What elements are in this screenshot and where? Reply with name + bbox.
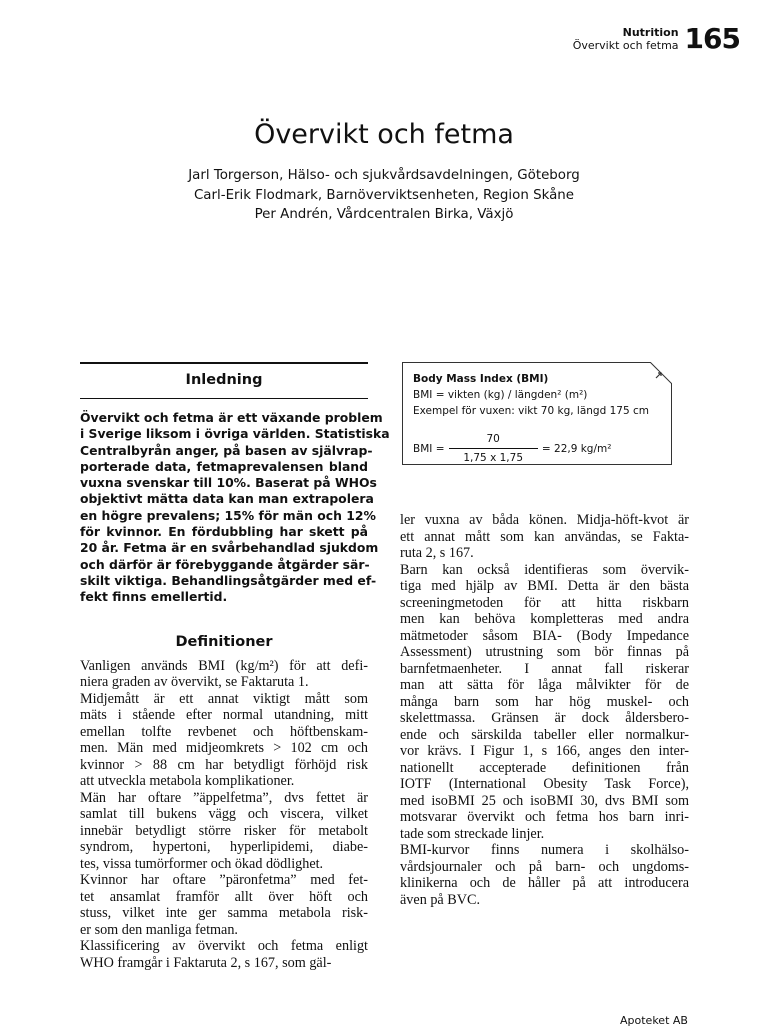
text-line: BMI-kurvor finns numera i skolhälso- [400,842,689,858]
bmi-label: BMI = [413,443,445,455]
text-line: innebär betydligt större risker för metabolt [80,822,368,839]
text-line: nationellt accepterade definitionen från [400,759,689,776]
text-line: tade som streckade linjer. [400,825,545,842]
publisher-footer: Apoteket AB [620,1014,688,1027]
text-line: objektivt mätta data kan man extrapolera [80,491,374,507]
text-line: Centralbyrån anger, på basen av självrap- [80,442,373,458]
right-column-text [400,512,689,908]
text-line: ler vuxna av båda könen. Midja-höft-kvot är [400,512,689,528]
text-line: Assessment) utrustning som bör finnas på [400,644,689,660]
text-line: syndrom, hypertoni, hyperlipidemi, diabe- [80,839,368,856]
text-line: klinikerna och de håller på att introducera [400,875,689,891]
fraction-denominator: 1,75 x 1,75 [463,452,524,464]
text-line: skelettmassa. Gränsen är dock åldersbero- [400,710,689,726]
text-line: porterade data, fetmaprevalensen bland [80,458,368,474]
text-line: fekt finns emellertid. [80,589,228,605]
text-line: i Sverige liksom i övriga världen. Statistiska [80,426,390,442]
text-line: IOTF (International Obesity Task Force), [400,776,689,792]
text-line: att utveckla metabola komplikationer. [80,773,295,790]
text-line: Midjemått är ett annat viktigt mått som [80,690,368,707]
bmi-calculation [413,433,611,465]
text-line: Övervikt och fetma är ett växande problem [80,410,383,425]
text-line: vor krävs. I Figur 1, s 166, anges den inter- [400,743,689,759]
intro-heading: Inledning [80,362,368,399]
text-line: vårdsjournaler och på barn- och ungdoms- [400,858,689,875]
text-line: er som den manliga fetman. [80,921,238,938]
text-line: men. Män med midjeomkrets > 102 cm och [80,740,368,757]
text-line: screeningmetoden för att hitta riskbarn [400,594,689,611]
text-line: ett annat mått som kan användas, se Fakta- [400,528,689,545]
text-line: 20 år. Fetma är en svårbehandlad sjukdom [80,540,379,556]
chapter-name: Övervikt och fetma [572,39,679,52]
text-line: barnfetmaenheter. I annat fall riskerar [400,660,689,677]
text-line: en högre prevalens; 15% för män och 12% [80,507,376,523]
section-name: Nutrition [622,26,679,39]
definitions-heading: Definitioner [175,633,273,650]
page-title: Övervikt och fetma [254,119,514,150]
text-line: WHO framgår i Faktaruta 2, s 167, som gäl- [80,954,332,971]
text-line: med isoBMI 25 och isoBMI 30, dvs BMI som [400,792,689,809]
text-line: Vanligen används BMI (kg/m²) för att defi- [80,657,368,674]
authors [0,166,768,225]
text-line: mätmetoder såsom BIA- (Body Impedance [400,627,689,644]
author-line: Jarl Torgerson, Hälso- och sjukvårdsavdelningen, Göteborg [188,168,580,183]
text-line: kvinnor > 88 cm har betydligt förhöjd risk [80,756,368,773]
text-line: samlat till bukens vägg och viscera, vilket [80,806,368,823]
text-line: vuxna svenskar till 10%. Baserat på WHOs [80,475,377,491]
fraction-numerator: 70 [449,433,538,449]
factbox-example: Exempel för vuxen: vikt 70 kg, längd 175 cm [413,405,649,417]
text-line: för kvinnor. En fördubbling har skett på [80,524,368,540]
text-line: men kan behöva kompletteras med andra [400,611,689,627]
author-line: Per Andrén, Vårdcentralen Birka, Växjö [254,207,514,222]
text-line: niera graden av övervikt, se Faktaruta 1. [80,674,309,691]
page-number: 165 [684,22,740,55]
factbox-formula: BMI = vikten (kg) / längden² (m²) [413,389,588,401]
running-header-labels [573,26,679,52]
text-line: tes, vissa tumörformer och ökad dödlighet. [80,855,324,872]
bmi-result: = 22,9 kg/m² [541,443,612,455]
text-line: tet ansamlat framför allt över höft och [80,888,368,905]
text-line: även på BVC. [400,891,480,908]
text-line: man att sätta för låga målvikter för de [400,677,689,693]
text-line: tiga med hjälp av BMI. Detta är den bästa [400,578,689,594]
text-line: Klassificering av övervikt och fetma enligt [80,938,368,955]
text-line: och därför är förebyggande åtgärder sär- [80,556,370,572]
text-line: stuss, vilket inte ger samma metabola risk- [80,905,368,922]
factbox-title: Body Mass Index (BMI) [413,373,549,385]
definitions-text [80,658,368,972]
text-line: Kvinnor har oftare ”päronfetma” med fet- [80,872,368,889]
factbox-bmi [402,362,672,465]
text-line: Män har oftare ”äppelfetma”, dvs fettet är [80,789,368,806]
running-header [573,24,740,54]
author-line: Carl-Erik Flodmark, Barnöverviktsenheten, Region Skåne [193,187,575,203]
text-line: mäts i stående efter normal utandning, mitt [80,707,368,724]
left-column [80,362,390,971]
text-line: ruta 2, s 167. [400,545,474,561]
right-column [400,512,689,908]
text-line: skilt viktiga. Behandlingsåtgärder med ef- [80,572,377,588]
text-line: många barn som har hög muskel- och [400,693,689,710]
bmi-fraction [449,433,538,465]
folded-corner-icon [650,362,672,384]
text-line: ende och särskilda tabeller eller normalkur- [400,726,689,743]
text-line: Barn kan också identifieras som övervik- [400,561,689,578]
text-line: motsvarar övervikt och fetma hos barn inri- [400,809,689,825]
text-line: emellan tolfte revbenet och höftbenskam- [80,723,368,740]
intro-paragraph [80,410,390,606]
